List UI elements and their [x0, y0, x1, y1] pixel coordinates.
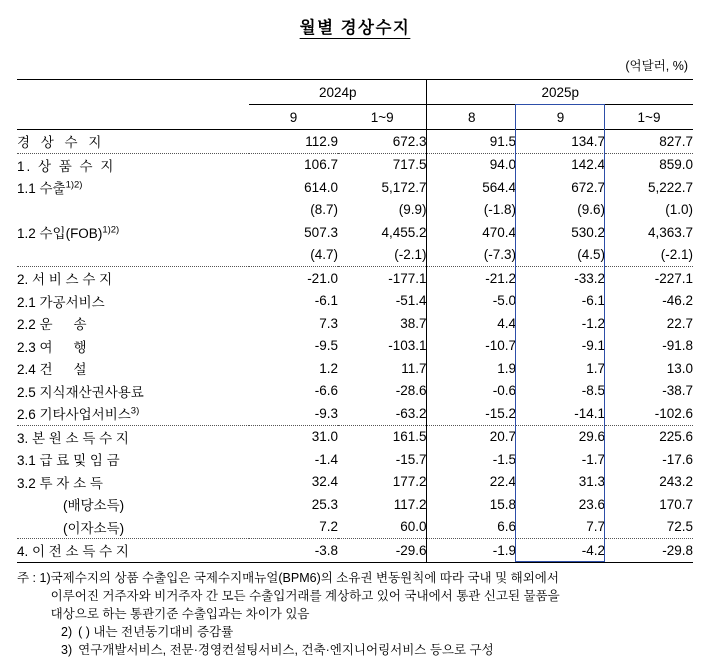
row-value: -1.7 [516, 448, 605, 471]
row-value: -0.6 [427, 380, 516, 403]
footnote-2-lead: 2) [61, 623, 72, 641]
row-label: (이자소득) [17, 516, 249, 539]
row-label-superscript: 1)2) [102, 225, 119, 236]
row-value: 7.3 [249, 312, 338, 335]
row-label: 2.3 여 행 [17, 335, 249, 358]
row-value: -17.6 [605, 448, 693, 471]
header-col-2025-8: 8 [427, 105, 516, 130]
row-value: -8.5 [516, 380, 605, 403]
header-col-2024-9: 9 [249, 105, 338, 130]
row-value: 243.2 [605, 471, 693, 494]
row-value: 614.0 [249, 176, 338, 199]
row-value: -21.0 [249, 267, 338, 290]
row-value: -29.6 [338, 539, 427, 563]
row-label: 3. 본 원 소 득 수 지 [17, 425, 249, 448]
row-value: 25.3 [249, 493, 338, 516]
row-value: 117.2 [338, 493, 427, 516]
row-label-superscript: 3) [131, 406, 139, 417]
header-corner [17, 80, 249, 105]
row-value: 31.0 [249, 425, 338, 448]
row-value: 72.5 [605, 516, 693, 539]
row-value: -6.1 [516, 290, 605, 313]
row-value: -177.1 [338, 267, 427, 290]
row-value: 225.6 [605, 425, 693, 448]
row-value: (4.5) [516, 244, 605, 267]
row-label: 경 상 수 지 [17, 130, 249, 154]
row-value: 672.7 [516, 176, 605, 199]
header-corner-2 [17, 105, 249, 130]
row-label: 1.1 수출$^{1)2)}$ [17, 176, 249, 199]
row-value: 29.6 [516, 425, 605, 448]
row-value: -29.8 [605, 539, 693, 563]
row-value: -9.5 [249, 335, 338, 358]
page-title: 월별 경상수지 [0, 0, 710, 38]
header-year-2024: 2024p [249, 80, 427, 105]
row-value: 161.5 [338, 425, 427, 448]
row-value: -15.2 [427, 402, 516, 425]
header-col-2025-1to9: 1~9 [605, 105, 693, 130]
row-value: (-2.1) [605, 244, 693, 267]
row-label: 4. 이 전 소 득 수 지 [17, 539, 249, 563]
row-label: 1. 상 품 수 지 [17, 153, 249, 176]
row-label [17, 199, 249, 222]
footnote-1-lead: 주 : 1) [17, 569, 51, 587]
row-value: -1.4 [249, 448, 338, 471]
row-value: 5,222.7 [605, 176, 693, 199]
row-value: 31.3 [516, 471, 605, 494]
row-value: 4,363.7 [605, 221, 693, 244]
row-label: 2.2 운 송 [17, 312, 249, 335]
footnote-2 [17, 623, 693, 641]
row-label: 2. 서 비 스 수 지 [17, 267, 249, 290]
table-row [17, 244, 693, 267]
row-value: 170.7 [605, 493, 693, 516]
row-value: -103.1 [338, 335, 427, 358]
table-row [17, 130, 693, 154]
row-value: (4.7) [249, 244, 338, 267]
row-value: 7.2 [249, 516, 338, 539]
row-value: (9.6) [516, 199, 605, 222]
table-row [17, 493, 693, 516]
row-value: -4.2 [516, 539, 605, 563]
row-value: -63.2 [338, 402, 427, 425]
table-row [17, 312, 693, 335]
footnote-1 [17, 569, 693, 623]
row-value: 32.4 [249, 471, 338, 494]
row-value: 1.7 [516, 357, 605, 380]
row-value: -46.2 [605, 290, 693, 313]
row-value: 672.3 [338, 130, 427, 154]
table-body [17, 130, 693, 563]
row-label: 2.1 가공서비스 [17, 290, 249, 313]
row-value: 7.7 [516, 516, 605, 539]
table-row [17, 267, 693, 290]
row-value: -5.0 [427, 290, 516, 313]
row-value: -10.7 [427, 335, 516, 358]
row-value: -9.3 [249, 402, 338, 425]
row-label [17, 244, 249, 267]
table-row [17, 380, 693, 403]
row-value: 4.4 [427, 312, 516, 335]
row-value: 22.4 [427, 471, 516, 494]
table-row [17, 176, 693, 199]
row-value: 1.2 [249, 357, 338, 380]
row-value: -33.2 [516, 267, 605, 290]
row-value: 134.7 [516, 130, 605, 154]
row-value: 13.0 [605, 357, 693, 380]
row-value: 60.0 [338, 516, 427, 539]
row-value: -227.1 [605, 267, 693, 290]
row-value: 112.9 [249, 130, 338, 154]
footnotes [17, 569, 693, 659]
row-label: 3.2 투 자 소 득 [17, 471, 249, 494]
balance-of-payments-table [17, 79, 693, 563]
table-row [17, 448, 693, 471]
table-row [17, 402, 693, 425]
row-value: 827.7 [605, 130, 693, 154]
footnote-1-body [51, 569, 693, 623]
row-value: 38.7 [338, 312, 427, 335]
row-value: -21.2 [427, 267, 516, 290]
row-value: -9.1 [516, 335, 605, 358]
row-value: 717.5 [338, 153, 427, 176]
footnote-3-body: 연구개발서비스, 전문·경영컨설팅서비스, 건축·엔지니어링서비스 등으로 구성 [72, 641, 693, 659]
row-value: -1.2 [516, 312, 605, 335]
row-value: 859.0 [605, 153, 693, 176]
row-value: 564.4 [427, 176, 516, 199]
row-label: (배당소득) [17, 493, 249, 516]
table-row [17, 516, 693, 539]
table-row [17, 471, 693, 494]
row-value: 470.4 [427, 221, 516, 244]
row-label: 3.1 급 료 및 임 금 [17, 448, 249, 471]
footnote-3-lead: 3) [61, 641, 72, 659]
row-value: (-2.1) [338, 244, 427, 267]
row-value: (1.0) [605, 199, 693, 222]
row-value: 4,455.2 [338, 221, 427, 244]
table-row [17, 539, 693, 563]
table-header-group-row [17, 80, 693, 105]
row-value: (-1.8) [427, 199, 516, 222]
row-value: (8.7) [249, 199, 338, 222]
row-label: 2.6 기타사업서비스$^{3)}$ [17, 402, 249, 425]
table-header-col-row [17, 105, 693, 130]
row-value: -1.9 [427, 539, 516, 563]
row-value: 507.3 [249, 221, 338, 244]
row-value: 15.8 [427, 493, 516, 516]
row-value: -51.4 [338, 290, 427, 313]
row-value: 1.9 [427, 357, 516, 380]
row-label: 1.2 수입(FOB)$^{1)2)}$ [17, 221, 249, 244]
row-value: (9.9) [338, 199, 427, 222]
table-row [17, 290, 693, 313]
row-value: -28.6 [338, 380, 427, 403]
footnote-1-line-2: 이루어진 거주자와 비거주자 간 모든 수출입거래를 계상하고 있어 국내에서 통관 신고된 물품을 [51, 589, 560, 603]
row-value: -102.6 [605, 402, 693, 425]
row-value: 20.7 [427, 425, 516, 448]
header-col-2025-9: 9 [516, 105, 605, 130]
footnote-2-body: ( ) 내는 전년동기대비 증감률 [72, 623, 693, 641]
row-value: 11.7 [338, 357, 427, 380]
row-value: 177.2 [338, 471, 427, 494]
row-value: -15.7 [338, 448, 427, 471]
row-label: 2.5 지식재산권사용료 [17, 380, 249, 403]
row-label: 2.4 건 설 [17, 357, 249, 380]
row-value: (-7.3) [427, 244, 516, 267]
footnote-3 [17, 641, 693, 659]
row-value: -91.8 [605, 335, 693, 358]
header-year-2025: 2025p [427, 80, 693, 105]
row-value: 106.7 [249, 153, 338, 176]
footnote-1-line-1: 국제수지의 상품 수출입은 국제수지매뉴얼(BPM6)의 소유권 변동원칙에 따라 국내 및 해외에서 [51, 571, 559, 585]
row-value: 6.6 [427, 516, 516, 539]
table-row [17, 357, 693, 380]
row-value: 530.2 [516, 221, 605, 244]
table-row [17, 153, 693, 176]
row-value: -38.7 [605, 380, 693, 403]
table-row [17, 221, 693, 244]
row-value: -3.8 [249, 539, 338, 563]
table-row [17, 425, 693, 448]
row-value: -6.1 [249, 290, 338, 313]
table-row [17, 335, 693, 358]
header-col-2024-1to9: 1~9 [338, 105, 427, 130]
row-label-superscript: 1)2) [66, 180, 83, 191]
row-value: 142.4 [516, 153, 605, 176]
row-value: -14.1 [516, 402, 605, 425]
footnote-1-line-3: 대상으로 하는 통관기준 수출입과는 차이가 있음 [51, 607, 310, 621]
row-value: 5,172.7 [338, 176, 427, 199]
row-value: 22.7 [605, 312, 693, 335]
unit-note: (억달러, %) [0, 38, 710, 74]
row-value: 94.0 [427, 153, 516, 176]
table-row [17, 199, 693, 222]
row-value: 23.6 [516, 493, 605, 516]
row-value: -1.5 [427, 448, 516, 471]
row-value: -6.6 [249, 380, 338, 403]
row-value: 91.5 [427, 130, 516, 154]
